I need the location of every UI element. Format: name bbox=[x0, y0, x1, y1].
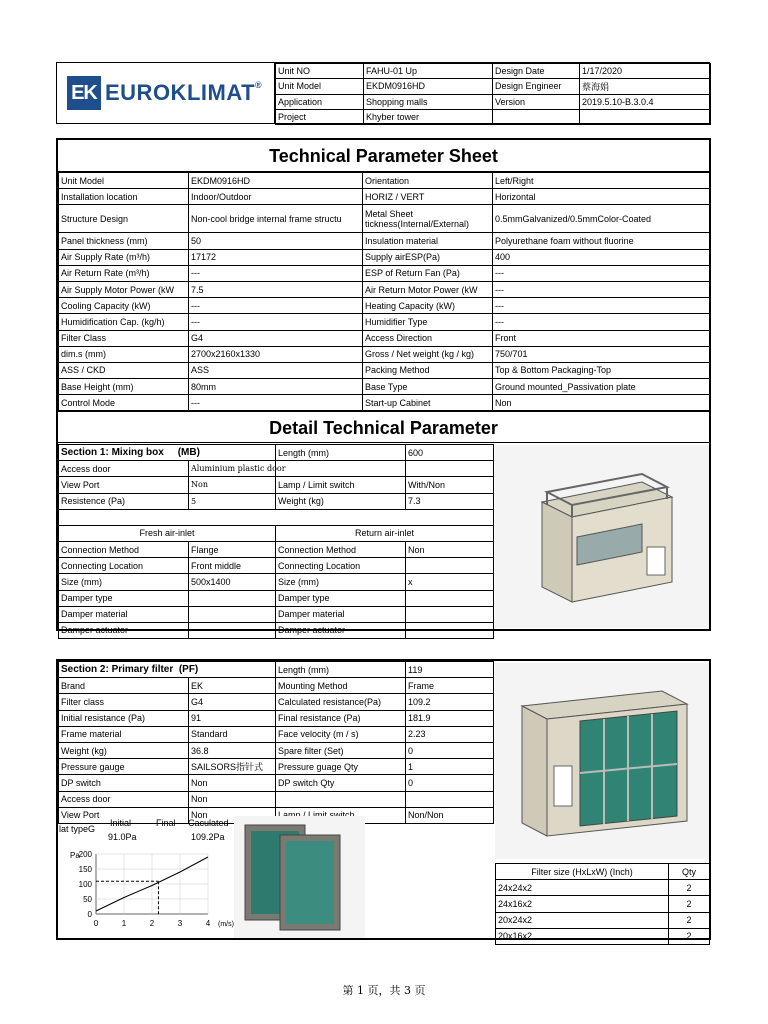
table-cell: dim.s (mm) bbox=[59, 346, 189, 362]
table-row bbox=[59, 298, 710, 314]
table-row bbox=[59, 461, 494, 477]
table-cell: Access door bbox=[59, 461, 189, 477]
section1-header-row bbox=[59, 445, 494, 461]
table-cell: --- bbox=[189, 298, 363, 314]
x-tick-label: 4 bbox=[205, 919, 211, 928]
table-cell: Metal Sheet tickness(Internal/External) bbox=[363, 205, 493, 233]
table-row bbox=[59, 590, 494, 606]
table-cell: SAILSORS指针式 bbox=[189, 759, 276, 775]
table-cell: Heating Capacity (kW) bbox=[363, 298, 493, 314]
table-row bbox=[59, 678, 494, 694]
x-axis-label: (m/s) bbox=[218, 921, 234, 928]
table-cell: EK bbox=[189, 678, 276, 694]
table-cell: Lamp / Limit switch bbox=[276, 477, 406, 493]
company-logo bbox=[57, 63, 275, 123]
spacer-row bbox=[59, 509, 494, 525]
document-header bbox=[56, 62, 710, 124]
filter-size-table bbox=[495, 863, 710, 945]
table-cell: 2019.5.10-B.3.0.4 bbox=[580, 94, 711, 109]
table-cell: Final resistance (Pa) bbox=[276, 710, 406, 726]
table-cell: View Port bbox=[59, 477, 189, 493]
table-cell: Left/Right bbox=[493, 173, 710, 189]
table-cell: --- bbox=[189, 265, 363, 281]
table-cell: Connection Method bbox=[276, 541, 406, 557]
table-row bbox=[59, 558, 494, 574]
table-cell: --- bbox=[493, 265, 710, 281]
table-cell: Weight (kg) bbox=[59, 742, 189, 758]
table-cell: Insulation material bbox=[363, 233, 493, 249]
table-cell: Non bbox=[189, 775, 276, 791]
y-tick-label: 200 bbox=[78, 850, 92, 859]
table-cell: DP switch Qty bbox=[276, 775, 406, 791]
filter-section-image bbox=[495, 663, 709, 859]
mixing-box-image bbox=[495, 445, 709, 628]
table-cell: Filter class bbox=[59, 694, 189, 710]
filter-panels-illustration bbox=[240, 820, 360, 935]
spacer-cell bbox=[59, 509, 494, 525]
table-cell: 36.8 bbox=[189, 742, 276, 758]
table-cell: 750/701 bbox=[493, 346, 710, 362]
table-cell: Initial resistance (Pa) bbox=[59, 710, 189, 726]
table-cell: Access Direction bbox=[363, 330, 493, 346]
table-cell: Air Return Rate (m³/h) bbox=[59, 265, 189, 281]
table-cell: 7.3 bbox=[406, 493, 494, 509]
detail-title: Detail Technical Parameter bbox=[58, 411, 709, 443]
y-tick-label: 50 bbox=[83, 895, 92, 904]
table-cell: --- bbox=[493, 281, 710, 297]
table-row bbox=[59, 173, 710, 189]
table-cell: Start-up Cabinet bbox=[363, 395, 493, 411]
table-cell: 20x16x2 bbox=[496, 928, 669, 944]
table-cell: 2700x2160x1330 bbox=[189, 346, 363, 362]
table-row bbox=[496, 912, 710, 928]
table-cell: Cooling Capacity (kW) bbox=[59, 298, 189, 314]
table-cell: Air Return Motor Power (kW bbox=[363, 281, 493, 297]
table-cell: Flange bbox=[189, 541, 276, 557]
table-cell: x bbox=[406, 574, 494, 590]
table-cell: View Port bbox=[59, 807, 189, 823]
table-cell: HORIZ / VERT bbox=[363, 189, 493, 205]
table-cell bbox=[406, 461, 494, 477]
table-cell: Non bbox=[189, 791, 276, 807]
table-cell: Version bbox=[493, 94, 580, 109]
table-cell: 24x16x2 bbox=[496, 896, 669, 912]
table-row bbox=[496, 928, 710, 944]
table-cell: Shopping malls bbox=[364, 94, 493, 109]
table-cell: Pressure guage Qty bbox=[276, 759, 406, 775]
table-cell: 2 bbox=[669, 880, 710, 896]
table-cell: Top & Bottom Packaging-Top bbox=[493, 362, 710, 378]
table-cell: Humidifier Type bbox=[363, 314, 493, 330]
table-cell: Standard bbox=[189, 726, 276, 742]
table-cell: Air Supply Rate (m³/h) bbox=[59, 249, 189, 265]
table-row bbox=[59, 742, 494, 758]
section2-primary-filter bbox=[56, 659, 711, 940]
table-row bbox=[59, 346, 710, 362]
table-row bbox=[59, 395, 710, 411]
table-cell: Damper material bbox=[276, 606, 406, 622]
table-cell: Application bbox=[276, 94, 364, 109]
table-cell: 7.5 bbox=[189, 281, 363, 297]
page-footer: 第 1 页，共 3 页 bbox=[342, 984, 426, 997]
table-cell: ASS / CKD bbox=[59, 362, 189, 378]
length-value: 119 bbox=[406, 662, 494, 678]
table-cell: EKDM0916HD bbox=[364, 79, 493, 94]
table-row bbox=[59, 233, 710, 249]
table-cell: Khyber tower bbox=[364, 109, 493, 124]
table-cell bbox=[189, 590, 276, 606]
table-cell: Damper actuator bbox=[276, 622, 406, 638]
table-row bbox=[59, 379, 710, 395]
x-tick-label: 0 bbox=[93, 919, 99, 928]
table-row bbox=[59, 330, 710, 346]
final-label: Final bbox=[156, 818, 176, 828]
table-row bbox=[59, 249, 710, 265]
length-value: 600 bbox=[406, 445, 494, 461]
section2-table bbox=[58, 661, 494, 824]
table-cell: Ground mounted_Passivation plate bbox=[493, 379, 710, 395]
mixing-box-illustration bbox=[512, 462, 692, 612]
table-cell: Connecting Location bbox=[59, 558, 189, 574]
table-cell: Damper material bbox=[59, 606, 189, 622]
table-cell: Mounting Method bbox=[276, 678, 406, 694]
table-cell bbox=[276, 791, 406, 807]
table-cell bbox=[580, 109, 711, 124]
table-row bbox=[496, 880, 710, 896]
header-info-table bbox=[275, 63, 711, 125]
table-cell: Resistence (Pa) bbox=[59, 493, 189, 509]
table-cell: Indoor/Outdoor bbox=[189, 189, 363, 205]
table-row bbox=[59, 726, 494, 742]
table-cell: Access door bbox=[59, 791, 189, 807]
table-header-cell: Qty bbox=[669, 864, 710, 880]
table-cell: 400 bbox=[493, 249, 710, 265]
tech-sheet-title: Technical Parameter Sheet bbox=[58, 140, 709, 172]
table-row bbox=[59, 314, 710, 330]
table-cell: Connecting Location bbox=[276, 558, 406, 574]
table-row bbox=[276, 109, 711, 124]
section2-name: Section 2: Primary filter (PF) bbox=[59, 662, 276, 678]
y-tick-label: 100 bbox=[78, 880, 92, 889]
table-cell: 0 bbox=[406, 775, 494, 791]
table-cell: 2.23 bbox=[406, 726, 494, 742]
table-cell: Project bbox=[276, 109, 364, 124]
table-cell: Size (mm) bbox=[276, 574, 406, 590]
table-cell: Aluminium plastic door bbox=[189, 461, 276, 477]
table-cell: Damper type bbox=[276, 590, 406, 606]
lat-type-label: lat typeG bbox=[59, 824, 96, 834]
table-cell: With/Non bbox=[406, 477, 494, 493]
x-tick-label: 1 bbox=[121, 919, 127, 928]
table-cell: Orientation bbox=[363, 173, 493, 189]
table-row bbox=[59, 189, 710, 205]
table-cell: Packing Method bbox=[363, 362, 493, 378]
table-cell: Non/Non bbox=[406, 807, 494, 823]
table-row bbox=[59, 281, 710, 297]
table-cell: Control Mode bbox=[59, 395, 189, 411]
table-row bbox=[59, 694, 494, 710]
table-cell: Horizontal bbox=[493, 189, 710, 205]
table-cell: 181.9 bbox=[406, 710, 494, 726]
table-cell: Supply airESP(Pa) bbox=[363, 249, 493, 265]
table-row bbox=[496, 896, 710, 912]
table-cell: 0.5mmGalvanized/0.5mmColor-Coated bbox=[493, 205, 710, 233]
table-row bbox=[59, 493, 494, 509]
table-cell: Damper actuator bbox=[59, 622, 189, 638]
table-cell: 5 bbox=[189, 493, 276, 509]
table-row bbox=[59, 775, 494, 791]
table-row bbox=[59, 362, 710, 378]
section1-table bbox=[58, 444, 494, 639]
x-tick-label: 2 bbox=[149, 919, 155, 928]
table-row bbox=[59, 541, 494, 557]
table-cell: Air Supply Motor Power (kW bbox=[59, 281, 189, 297]
table-cell: Frame material bbox=[59, 726, 189, 742]
table-cell: Front bbox=[493, 330, 710, 346]
table-cell: ASS bbox=[189, 362, 363, 378]
table-row bbox=[59, 791, 494, 807]
calculated-value: 109.2Pa bbox=[191, 832, 225, 842]
table-cell bbox=[406, 590, 494, 606]
return-air-inlet-label: Return air-inlet bbox=[276, 525, 494, 541]
table-row bbox=[59, 622, 494, 638]
logo-mark: EK bbox=[67, 76, 101, 110]
table-row bbox=[276, 64, 711, 79]
table-cell: Filter Class bbox=[59, 330, 189, 346]
table-cell: 91 bbox=[189, 710, 276, 726]
table-cell: 2 bbox=[669, 928, 710, 944]
table-cell: 80mm bbox=[189, 379, 363, 395]
table-cell: Face velocity (m / s) bbox=[276, 726, 406, 742]
table-cell: Unit Model bbox=[59, 173, 189, 189]
table-row bbox=[59, 205, 710, 233]
table-cell: Polyurethane foam without fluorine bbox=[493, 233, 710, 249]
table-cell: Calculated resistance(Pa) bbox=[276, 694, 406, 710]
x-tick-label: 3 bbox=[177, 919, 183, 928]
table-cell: 蔡海娟 bbox=[580, 79, 711, 94]
filter-panel-image bbox=[234, 816, 365, 938]
table-cell: Frame bbox=[406, 678, 494, 694]
table-cell: Unit NO bbox=[276, 64, 364, 79]
y-axis-label: Pa bbox=[70, 851, 80, 860]
table-cell: 20x24x2 bbox=[496, 912, 669, 928]
y-tick-label: 150 bbox=[78, 865, 92, 874]
table-row bbox=[276, 79, 711, 94]
initial-value: 91.0Pa bbox=[108, 832, 137, 842]
table-cell: Non bbox=[189, 807, 276, 823]
table-cell: Non bbox=[493, 395, 710, 411]
filter-size-header-row bbox=[496, 864, 710, 880]
table-row bbox=[59, 574, 494, 590]
table-cell: ESP of Return Fan (Pa) bbox=[363, 265, 493, 281]
table-cell: Base Type bbox=[363, 379, 493, 395]
table-cell: 2 bbox=[669, 912, 710, 928]
section1-name: Section 1: Mixing box (MB) bbox=[59, 445, 276, 461]
initial-label: Initial bbox=[110, 818, 132, 828]
table-row bbox=[59, 710, 494, 726]
table-cell: 1/17/2020 bbox=[580, 64, 711, 79]
table-cell bbox=[406, 791, 494, 807]
length-label: Length (mm) bbox=[276, 445, 406, 461]
table-header-cell: Filter size (HxLxW) (Inch) bbox=[496, 864, 669, 880]
calculated-label: Caculated bbox=[188, 818, 229, 828]
table-cell: --- bbox=[493, 314, 710, 330]
table-cell: 1 bbox=[406, 759, 494, 775]
resistance-chart bbox=[58, 848, 234, 938]
table-cell: Panel thickness (mm) bbox=[59, 233, 189, 249]
table-cell: Damper type bbox=[59, 590, 189, 606]
table-cell: Front middle bbox=[189, 558, 276, 574]
inlet-header-row bbox=[59, 525, 494, 541]
table-cell: --- bbox=[189, 395, 363, 411]
y-tick-label: 0 bbox=[87, 910, 92, 919]
table-cell: Gross / Net weight (kg / kg) bbox=[363, 346, 493, 362]
table-cell: Humidification Cap. (kg/h) bbox=[59, 314, 189, 330]
table-cell bbox=[406, 558, 494, 574]
table-cell: EKDM0916HD bbox=[189, 173, 363, 189]
table-cell: DP switch bbox=[59, 775, 189, 791]
table-cell: Size (mm) bbox=[59, 574, 189, 590]
table-cell: Non-cool bridge internal frame structu bbox=[189, 205, 363, 233]
table-cell bbox=[189, 606, 276, 622]
table-row bbox=[276, 94, 711, 109]
table-cell: Spare filter (Set) bbox=[276, 742, 406, 758]
table-cell: 0 bbox=[406, 742, 494, 758]
table-cell: 50 bbox=[189, 233, 363, 249]
table-cell: --- bbox=[189, 314, 363, 330]
table-cell: Base Height (mm) bbox=[59, 379, 189, 395]
table-row bbox=[59, 477, 494, 493]
table-cell: Design Date bbox=[493, 64, 580, 79]
table-cell bbox=[276, 461, 406, 477]
table-row bbox=[59, 265, 710, 281]
table-cell bbox=[406, 622, 494, 638]
table-cell: Installation location bbox=[59, 189, 189, 205]
table-cell: Unit Model bbox=[276, 79, 364, 94]
table-row bbox=[59, 759, 494, 775]
table-cell: --- bbox=[493, 298, 710, 314]
table-cell: 24x24x2 bbox=[496, 880, 669, 896]
table-cell bbox=[493, 109, 580, 124]
length-label: Length (mm) bbox=[276, 662, 406, 678]
resistance-chart-area bbox=[58, 816, 234, 938]
fresh-air-inlet-label: Fresh air-inlet bbox=[59, 525, 276, 541]
table-cell: Connection Method bbox=[59, 541, 189, 557]
technical-sheet bbox=[56, 138, 711, 636]
table-cell: Brand bbox=[59, 678, 189, 694]
logo-text: EUROKLIMAT® bbox=[105, 80, 263, 105]
table-cell: 2 bbox=[669, 896, 710, 912]
table-cell: 109.2 bbox=[406, 694, 494, 710]
table-cell: FAHU-01 Up bbox=[364, 64, 493, 79]
table-cell: Weight (kg) bbox=[276, 493, 406, 509]
filter-section-illustration bbox=[502, 676, 702, 846]
table-cell: Non bbox=[406, 541, 494, 557]
table-cell: G4 bbox=[189, 330, 363, 346]
table-cell: Non bbox=[189, 477, 276, 493]
table-cell: G4 bbox=[189, 694, 276, 710]
table-cell: Pressure gauge bbox=[59, 759, 189, 775]
table-row bbox=[59, 606, 494, 622]
section2-header-row bbox=[59, 662, 494, 678]
table-cell: Design Engineer bbox=[493, 79, 580, 94]
table-cell: Structure Design bbox=[59, 205, 189, 233]
table-cell bbox=[189, 622, 276, 638]
table-cell: 17172 bbox=[189, 249, 363, 265]
table-cell: 500x1400 bbox=[189, 574, 276, 590]
table-cell bbox=[406, 606, 494, 622]
tech-param-table bbox=[58, 172, 710, 411]
